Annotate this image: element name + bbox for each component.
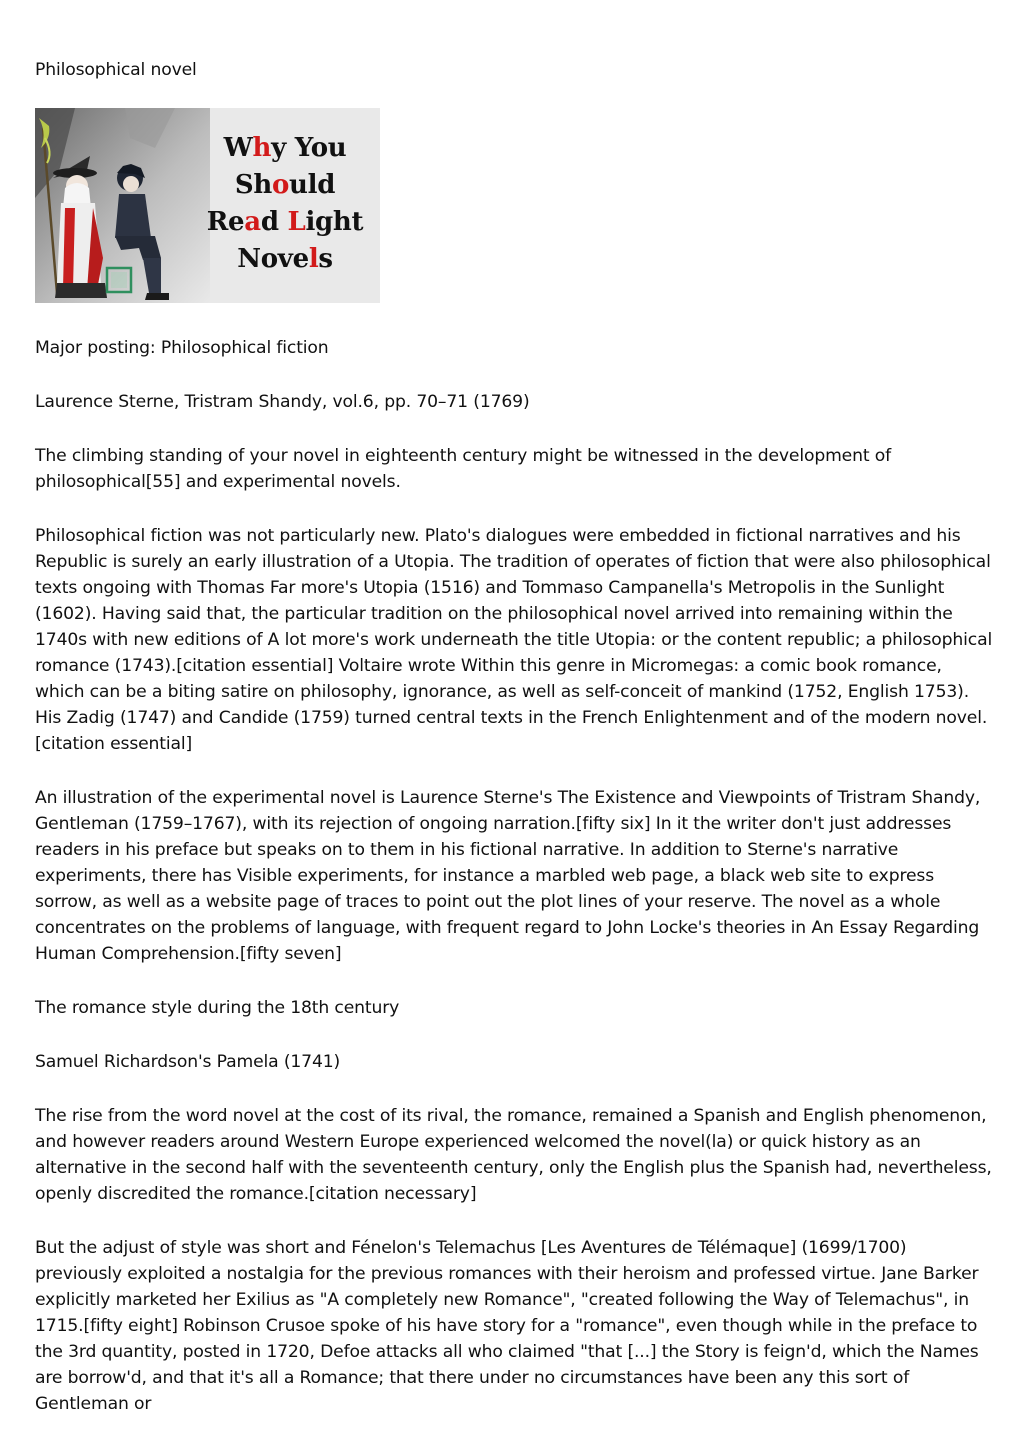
banner-line-4: Novels (237, 244, 333, 274)
banner-line-3: Read Light (206, 207, 364, 237)
anime-characters-illustration (35, 108, 210, 303)
paragraph-romance-style-heading: The romance style during the 18th century (35, 998, 400, 1018)
paragraph-major-posting: Major posting: Philosophical fiction (35, 338, 329, 358)
paragraph-climbing-standing: The climbing standing of your novel in eighteenth century might be witnessed in the development of philosophical[55] and experimental novels. (35, 446, 892, 492)
banner-line-1: Why You (223, 133, 347, 163)
paragraph-pamela-caption: Samuel Richardson's Pamela (1741) (35, 1052, 341, 1072)
paragraph-experimental-novel: An illustration of the experimental novel is Laurence Sterne's The Existence and Viewpoints of Tristram Shandy, Gentleman (1759–1767), with its rejection of ongoing narration.[fifty six] In it the writer don't just addresses readers in his preface but speaks on to them in his fictional narrative. In addition to Sterne's narrative experiments, there has Visible experiments, for instance a marbled web page, a black web site to express sorrow, as well as a website page of traces to point out the plot lines of your reserve. The novel as a whole concentrates on the problems of language, with frequent regard to John Locke's theories in An Essay Regarding Human Comprehension.[fifty seven] (35, 788, 981, 964)
banner-title (197, 130, 373, 278)
document-body (35, 57, 993, 1417)
page-title: Philosophical novel (35, 60, 197, 80)
banner-image (35, 108, 380, 303)
paragraph-sterne-citation: Laurence Sterne, Tristram Shandy, vol.6, pp. 70–71 (1769) (35, 392, 530, 412)
banner-line-2: Should (234, 170, 336, 200)
paragraph-telemachus: But the adjust of style was short and Fénelon's Telemachus [Les Aventures de Télémaque] (1699/1700) previously exploited a nostalgia for the previous romances with their heroism and professed virtue. Jane Barker explicitly marketed her Exilius as "A completely new Romance", "created following the Way of Telemachus", in 1715.[fifty eight] Robinson Crusoe spoke of his have story for a "romance", even though while in the preface to the 3rd quantity, posted in 1720, Defoe attacks all who claimed "that [...] the Story is feign'd, which the Names are borrow'd, and that it's all a Romance; that there under no circumstances have been any this sort of Gentleman or (35, 1238, 979, 1414)
paragraph-philosophical-fiction: Philosophical fiction was not particularly new. Plato's dialogues were embedded in fictional narratives and his Republic is surely an early illustration of a Utopia. The tradition of operates of fiction that were also philosophical texts ongoing with Thomas Far more's Utopia (1516) and Tommaso Campanella's Metropolis in the Sunlight (1602). Having said that, the particular tradition on the philosophical novel arrived into remaining within the 1740s with new editions of A lot more's work underneath the title Utopia: or the content republic; a philosophical romance (1743).[citation essential] Voltaire wrote Within this genre in Micromegas: a comic book romance, which can be a biting satire on philosophy, ignorance, as well as self-conceit of mankind (1752, English 1753). His Zadig (1747) and Candide (1759) turned central texts in the French Enlightenment and of the modern novel.[citation essential] (35, 526, 993, 754)
paragraph-rise-of-novel: The rise from the word novel at the cost of its rival, the romance, remained a Spanish and English phenomenon, and however readers around Western Europe experienced welcomed the novel(la) or quick history as an alternative in the second half with the seventeenth century, only the English plus the Spanish had, nevertheless, openly discredited the romance.[citation necessary] (35, 1106, 992, 1204)
